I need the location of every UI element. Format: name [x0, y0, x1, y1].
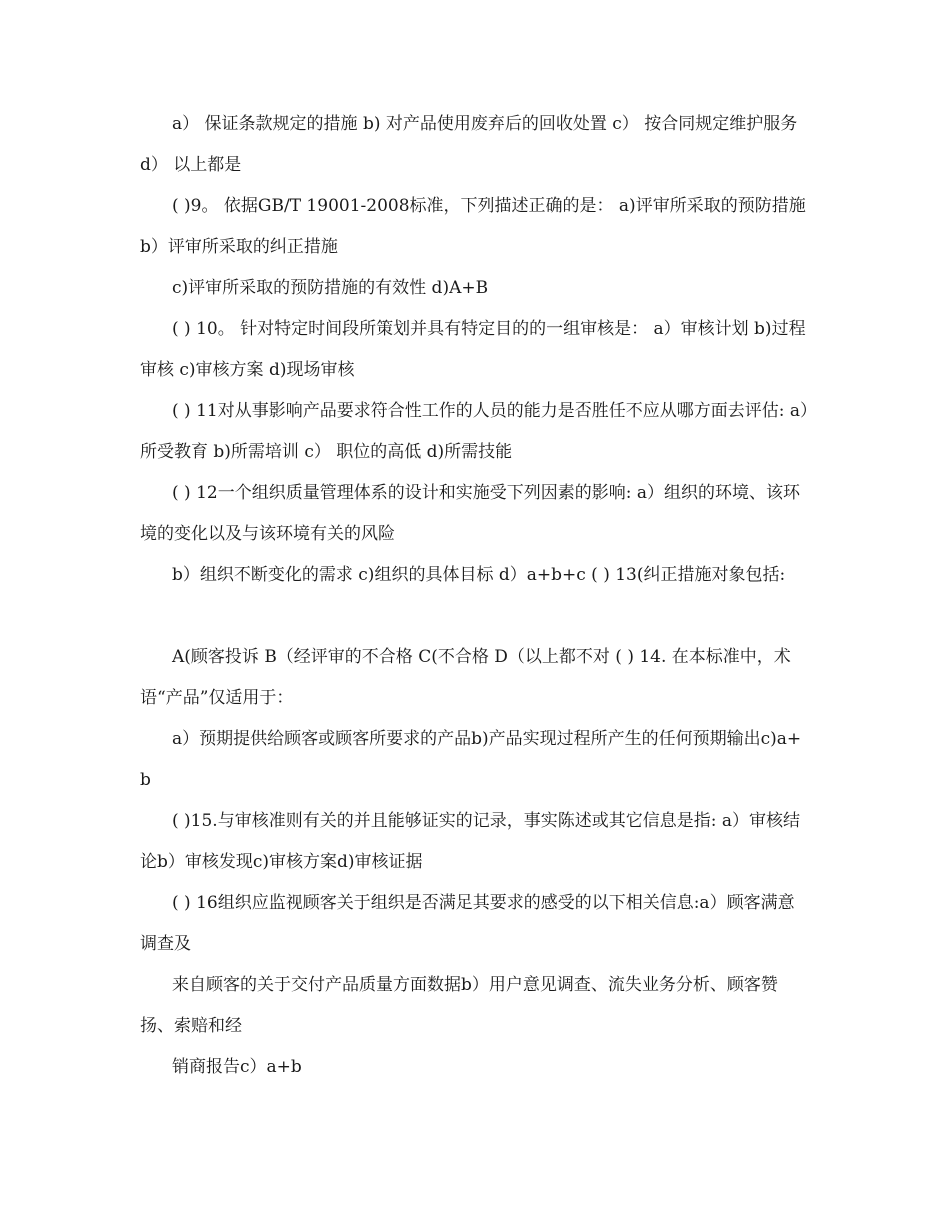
paragraph-q12-options-q13: b）组织不断变化的需求 c)组织的具体目标 d）a+b+c ( ) 13(纠正措施对象包括:	[172, 565, 786, 585]
paragraph-q16-continued: 来自顾客的关于交付产品质量方面数据b）用户意见调查、流失业务分析、顾客赞扬、索赔和经	[140, 975, 778, 1036]
paragraph-q14-options: a）预期提供给顾客或顾客所要求的产品b)产品实现过程所产生的任何预期输出c)a+b	[140, 729, 802, 790]
paragraph-q16-end: 销商报告c）a+b	[172, 1057, 302, 1077]
paragraph-q11: ( ) 11对从事影响产品要求符合性工作的人员的能力是否胜任不应从哪方面去评估: a）所受教育 b)所需培训 c） 职位的高低 d)所需技能	[140, 401, 809, 462]
paragraph-q8-options: a） 保证条款规定的措施 b) 对产品使用废弃后的回收处置 c） 按合同规定维护服务 d） 以上都是	[140, 114, 798, 175]
paragraph-q9-options: c)评审所采取的预防措施的有效性 d)A+B	[172, 278, 489, 298]
paragraph-q9: ( )9。 依据GB/T 19001-2008标准，下列描述正确的是： a)评审所采取的预防措施 b）评审所采取的纠正措施	[140, 196, 806, 257]
paragraph-q16: ( ) 16组织应监视顾客关于组织是否满足其要求的感受的以下相关信息:a）顾客满意调查及	[140, 893, 795, 954]
paragraph-q12: ( ) 12一个组织质量管理体系的设计和实施受下列因素的影响: a）组织的环境、该环境的变化以及与该环境有关的风险	[140, 483, 800, 544]
paragraph-q10: ( ) 10。 针对特定时间段所策划并具有特定目的的一组审核是： a）审核计划 b)过程审核 c)审核方案 d)现场审核	[140, 319, 806, 380]
paragraph-q13-options-q14: A(顾客投诉 B（经评审的不合格 C(不合格 D（以上都不对 ( ) 14. 在本标准中，术语“产品”仅适用于：	[140, 647, 791, 708]
paragraph-q15: ( )15.与审核准则有关的并且能够证实的记录，事实陈述或其它信息是指: a）审核结论b）审核发现c)审核方案d)审核证据	[140, 811, 800, 872]
